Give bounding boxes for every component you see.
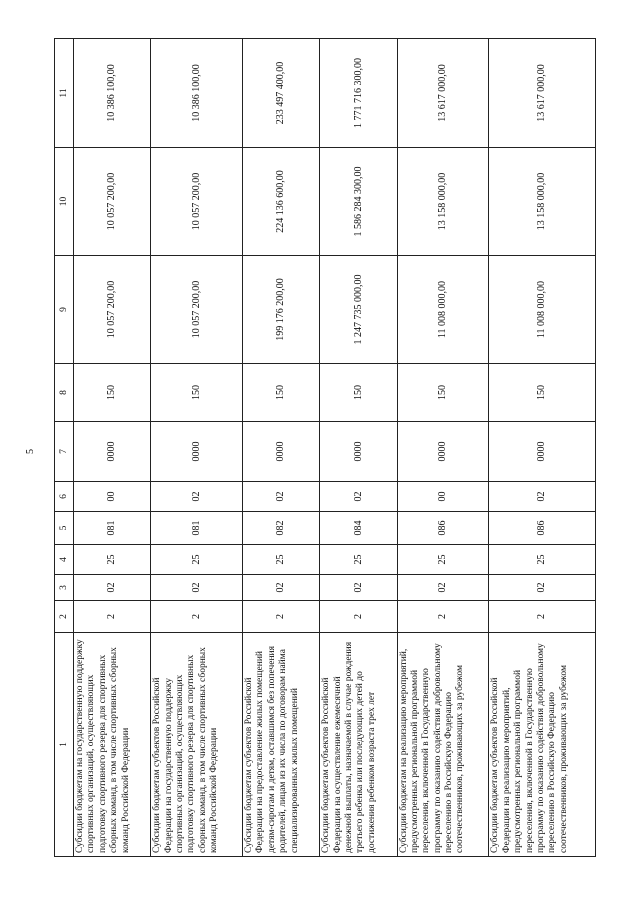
cell: 25 [320, 545, 397, 575]
column-header: 10 [55, 148, 74, 256]
cell: 25 [397, 545, 489, 575]
cell: 02 [151, 575, 243, 601]
cell: 086 [489, 512, 596, 545]
table-row [320, 39, 397, 857]
budget-table [54, 38, 596, 857]
cell: 150 [320, 364, 397, 422]
cell: 081 [74, 512, 151, 545]
amount-cell: 11 008 000,00 [489, 256, 596, 364]
amount-cell: 1 586 284 300,00 [320, 148, 397, 256]
column-header: 6 [55, 482, 74, 512]
column-header: 7 [55, 422, 74, 482]
cell: 0000 [151, 422, 243, 482]
cell: 02 [243, 482, 320, 512]
amount-cell: 13 158 000,00 [489, 148, 596, 256]
cell: 02 [489, 575, 596, 601]
row-description: Субсидии бюджетам субъектов Российской Федерации на государственную поддержку спортивных организаций, осуществляющих подготовку спортивного резерва для спортивных сборных команд, в том числе спортивных сборных команд Российской Федерации [151, 633, 243, 857]
cell: 0000 [320, 422, 397, 482]
column-header: 5 [55, 512, 74, 545]
cell: 02 [243, 575, 320, 601]
cell: 2 [397, 601, 489, 633]
amount-cell: 199 176 200,00 [243, 256, 320, 364]
cell: 02 [489, 482, 596, 512]
cell: 02 [397, 575, 489, 601]
amount-cell: 10 057 200,00 [151, 256, 243, 364]
cell: 25 [74, 545, 151, 575]
cell: 02 [151, 482, 243, 512]
cell: 2 [74, 601, 151, 633]
cell: 150 [397, 364, 489, 422]
cell: 150 [489, 364, 596, 422]
amount-cell: 10 057 200,00 [74, 148, 151, 256]
column-header: 4 [55, 545, 74, 575]
row-description: Субсидии бюджетам на государственную поддержку спортивных организаций, осуществляющих подготовку спортивного резерва для спортивных сборных команд, в том числе спортивных сборных команд Российской Федерации [74, 633, 151, 857]
row-description: Субсидии бюджетам на реализацию мероприятий, предусмотренных региональной программой переселения, включенной в Государственную программу по оказанию содействия добровольному переселению в Российскую Федерацию соотечественников, проживающих за рубежом [397, 633, 489, 857]
cell: 25 [489, 545, 596, 575]
table-row [74, 39, 151, 857]
amount-cell: 1 771 716 300,00 [320, 39, 397, 148]
cell: 2 [320, 601, 397, 633]
cell: 150 [151, 364, 243, 422]
amount-cell: 1 247 735 000,00 [320, 256, 397, 364]
cell: 0000 [489, 422, 596, 482]
column-header: 8 [55, 364, 74, 422]
column-header: 2 [55, 601, 74, 633]
cell: 2 [489, 601, 596, 633]
cell: 084 [320, 512, 397, 545]
column-header: 3 [55, 575, 74, 601]
cell: 0000 [243, 422, 320, 482]
row-description: Субсидии бюджетам субъектов Российской Федерации на реализацию мероприятий, предусмотренных региональной программой переселения, включенной в Государственную программу по оказанию содействия добровольному переселению в Российскую Федерацию соотечественников, проживающих за рубежом [489, 633, 596, 857]
row-description: Субсидии бюджетам субъектов Российской Федерации на предоставление жилых помещений детям-сиротам и детям, оставшимся без попечения родителей, лицам из их числа по договорам найма специализированных жилых помещений [243, 633, 320, 857]
cell: 082 [243, 512, 320, 545]
amount-cell: 13 617 000,00 [397, 39, 489, 148]
table-row [243, 39, 320, 857]
table-row [489, 39, 596, 857]
cell: 02 [74, 575, 151, 601]
cell: 081 [151, 512, 243, 545]
cell: 0000 [397, 422, 489, 482]
amount-cell: 11 008 000,00 [397, 256, 489, 364]
amount-cell: 13 158 000,00 [397, 148, 489, 256]
column-header: 9 [55, 256, 74, 364]
column-header: 1 [55, 633, 74, 857]
cell: 25 [243, 545, 320, 575]
table-row [397, 39, 489, 857]
cell: 25 [151, 545, 243, 575]
page-number: 5 [25, 449, 36, 454]
rotated-page-content [54, 39, 596, 857]
cell: 00 [74, 482, 151, 512]
amount-cell: 10 386 100,00 [74, 39, 151, 148]
cell: 150 [74, 364, 151, 422]
amount-cell: 224 136 600,00 [243, 148, 320, 256]
cell: 00 [397, 482, 489, 512]
cell: 0000 [74, 422, 151, 482]
amount-cell: 10 057 200,00 [74, 256, 151, 364]
cell: 086 [397, 512, 489, 545]
amount-cell: 13 617 000,00 [489, 39, 596, 148]
row-description: Субсидии бюджетам субъектов Российской Федерации на осуществление ежемесячной денежной выплаты, назначаемой в случае рождения третьего ребенка или последующих детей до достижения ребенком возраста трех лет [320, 633, 397, 857]
amount-cell: 233 497 400,00 [243, 39, 320, 148]
cell: 02 [320, 575, 397, 601]
cell: 02 [320, 482, 397, 512]
cell: 2 [243, 601, 320, 633]
amount-cell: 10 386 100,00 [151, 39, 243, 148]
column-header: 11 [55, 39, 74, 148]
header-row [55, 39, 74, 857]
cell: 2 [151, 601, 243, 633]
amount-cell: 10 057 200,00 [151, 148, 243, 256]
cell: 150 [243, 364, 320, 422]
table-row [151, 39, 243, 857]
